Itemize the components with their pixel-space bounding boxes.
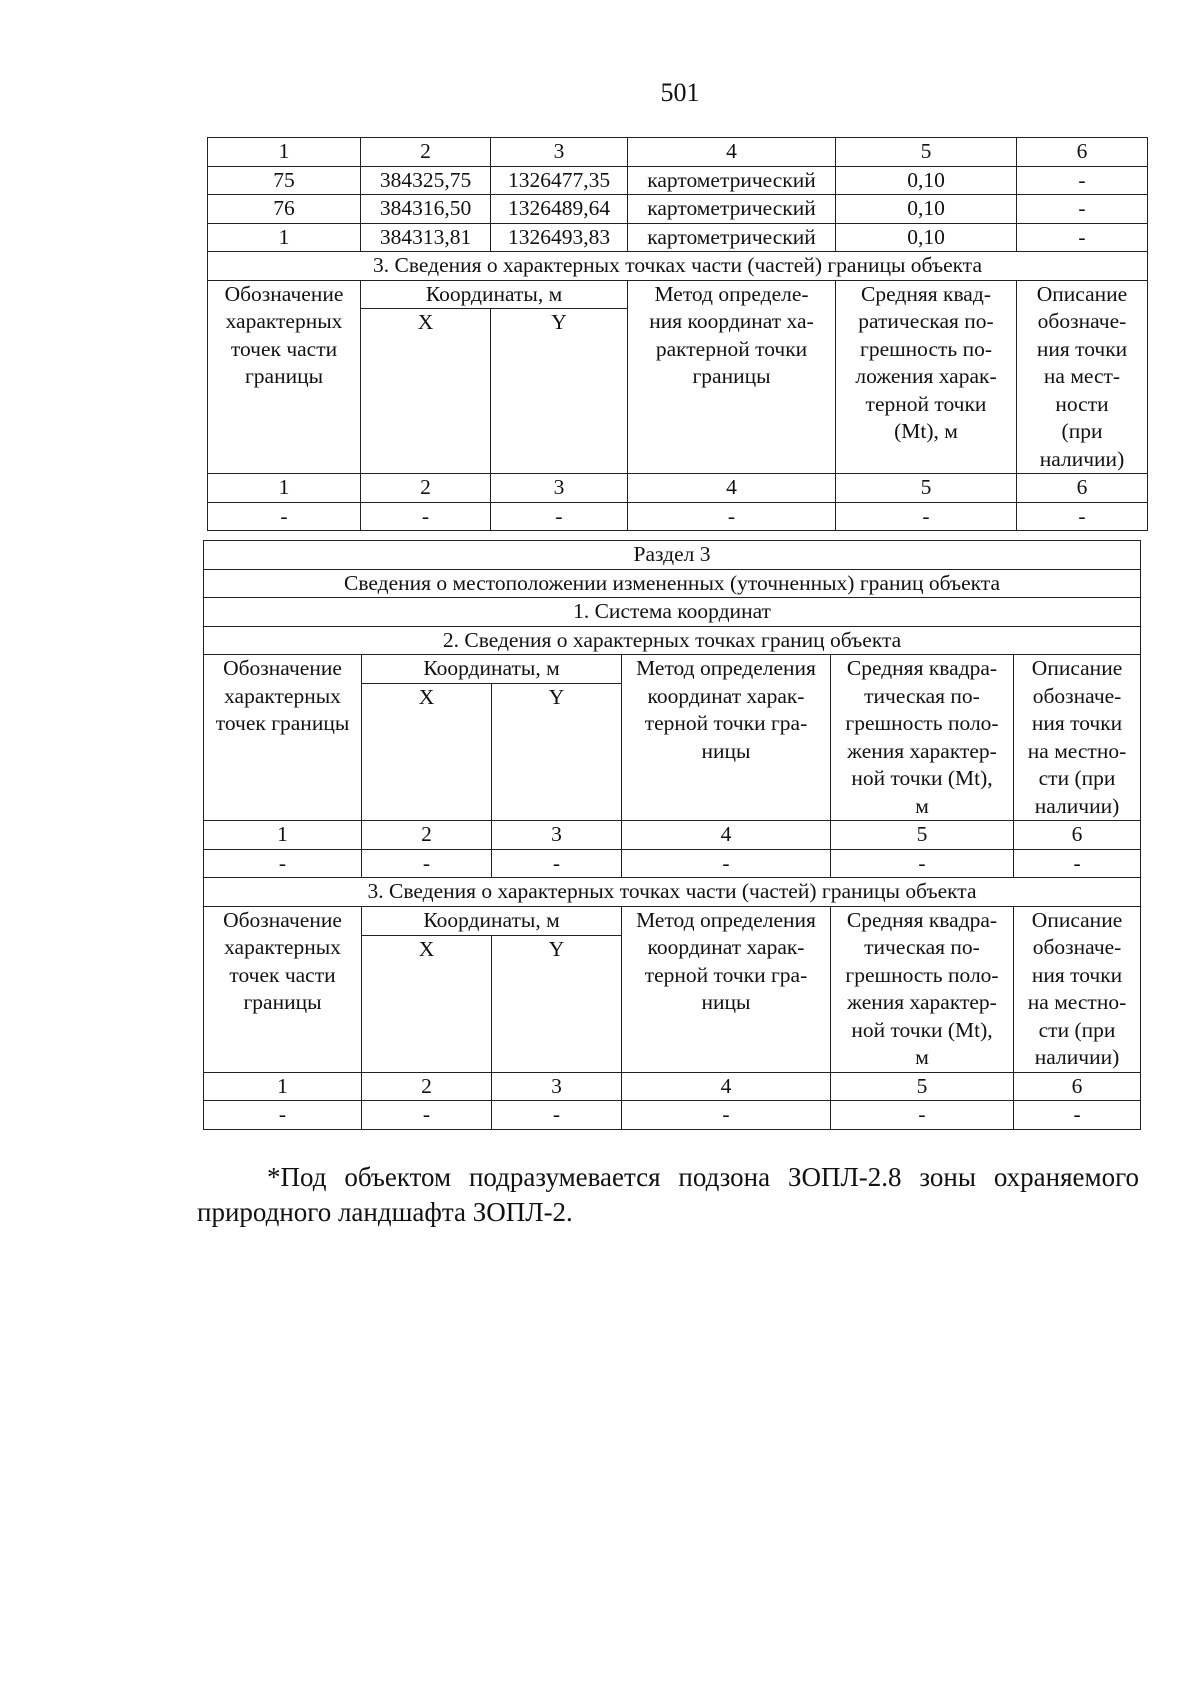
table-row bbox=[208, 195, 1148, 224]
column-number: 1 bbox=[208, 138, 361, 167]
column-number-row bbox=[208, 138, 1148, 167]
empty-cell: - bbox=[204, 1101, 362, 1130]
coordinate-system-title: 1. Система координат bbox=[204, 598, 1141, 627]
accuracy: 0,10 bbox=[836, 223, 1017, 252]
empty-cell: - bbox=[204, 849, 362, 878]
column-number: 3 bbox=[491, 138, 628, 167]
column-number: 2 bbox=[361, 474, 491, 503]
accuracy-header: Средняя квадра- тическая по- грешность поло- жения характер- ной точки (Mt), м bbox=[831, 906, 1014, 1072]
table-row bbox=[208, 223, 1148, 252]
coord-y: 1326477,35 bbox=[491, 166, 628, 195]
description-header: Описание обозначе- ния точки на местно- сти (при наличии) bbox=[1014, 655, 1141, 821]
coord-x: 384325,75 bbox=[361, 166, 491, 195]
section-title: Сведения о местоположении измененных (уточненных) границ объекта bbox=[204, 569, 1141, 598]
method-header: Метод определения координат харак- терной точки гра- ницы bbox=[622, 906, 831, 1072]
column-number: 3 bbox=[491, 474, 628, 503]
column-number-row bbox=[204, 821, 1141, 850]
column-number: 3 bbox=[492, 821, 622, 850]
empty-cell: - bbox=[622, 849, 831, 878]
empty-cell: - bbox=[492, 849, 622, 878]
column-number-row bbox=[204, 1072, 1141, 1101]
part-points-title: 3. Сведения о характерных точках части (частей) границы объекта bbox=[204, 878, 1141, 907]
column-number: 1 bbox=[208, 474, 361, 503]
table-row bbox=[204, 849, 1141, 878]
designation-header: Обозначение характерных точек части границы bbox=[204, 906, 362, 1072]
x-header: X bbox=[362, 684, 492, 821]
section-title: 3. Сведения о характерных точках части (частей) границы объекта bbox=[208, 252, 1148, 281]
column-number: 3 bbox=[492, 1072, 622, 1101]
designation-header: Обозначение характерных точек границы bbox=[204, 655, 362, 821]
empty-cell: - bbox=[1017, 502, 1148, 531]
table-row bbox=[208, 166, 1148, 195]
y-header: Y bbox=[492, 935, 622, 1072]
column-number: 4 bbox=[628, 138, 836, 167]
method: картометрический bbox=[628, 195, 836, 224]
column-number-row bbox=[208, 474, 1148, 503]
header-row bbox=[204, 655, 1141, 684]
empty-cell: - bbox=[208, 502, 361, 531]
coord-y: 1326489,64 bbox=[491, 195, 628, 224]
empty-cell: - bbox=[1014, 849, 1141, 878]
point-id: 1 bbox=[208, 223, 361, 252]
empty-cell: - bbox=[492, 1101, 622, 1130]
column-number: 4 bbox=[622, 821, 831, 850]
method-header: Метод определе- ния координат ха- рактерной точки границы bbox=[628, 280, 836, 474]
y-header: Y bbox=[491, 309, 628, 474]
empty-cell: - bbox=[831, 1101, 1014, 1130]
y-header: Y bbox=[492, 684, 622, 821]
x-header: X bbox=[361, 309, 491, 474]
description-header: Описание обозначе- ния точки на местно- сти (при наличии) bbox=[1014, 906, 1141, 1072]
description: - bbox=[1017, 166, 1148, 195]
coord-x: 384316,50 bbox=[361, 195, 491, 224]
empty-cell: - bbox=[836, 502, 1017, 531]
header-row bbox=[208, 280, 1148, 309]
footnote: *Под объектом подразумевается подзона ЗОПЛ-2.8 зоны охраняемого природного ландшафта ЗОПЛ-2. bbox=[197, 1162, 1139, 1227]
column-number: 5 bbox=[836, 474, 1017, 503]
description: - bbox=[1017, 223, 1148, 252]
description-header: Описание обозначе- ния точки на мест- ности (при наличии) bbox=[1017, 280, 1148, 474]
column-number: 1 bbox=[204, 821, 362, 850]
accuracy: 0,10 bbox=[836, 166, 1017, 195]
column-number: 1 bbox=[204, 1072, 362, 1101]
accuracy: 0,10 bbox=[836, 195, 1017, 224]
column-number: 2 bbox=[362, 821, 492, 850]
method: картометрический bbox=[628, 223, 836, 252]
coord-x: 384313,81 bbox=[361, 223, 491, 252]
points-title: 2. Сведения о характерных точках границ объекта bbox=[204, 626, 1141, 655]
boundary-points-table bbox=[207, 137, 1148, 531]
empty-cell: - bbox=[1014, 1101, 1141, 1130]
coordinates-header: Координаты, м bbox=[361, 280, 628, 309]
x-header: X bbox=[362, 935, 492, 1072]
column-number: 4 bbox=[622, 1072, 831, 1101]
point-id: 75 bbox=[208, 166, 361, 195]
coordinates-header: Координаты, м bbox=[362, 655, 622, 684]
empty-cell: - bbox=[361, 502, 491, 531]
table-row bbox=[204, 1101, 1141, 1130]
accuracy-header: Средняя квад- ратическая по- грешность по- ложения харак- терной точки (Mt), м bbox=[836, 280, 1017, 474]
empty-cell: - bbox=[362, 849, 492, 878]
column-number: 5 bbox=[831, 821, 1014, 850]
designation-header: Обозначение характерных точек части границы bbox=[208, 280, 361, 474]
column-number: 6 bbox=[1014, 1072, 1141, 1101]
column-number: 6 bbox=[1017, 474, 1148, 503]
column-number: 5 bbox=[831, 1072, 1014, 1101]
empty-cell: - bbox=[831, 849, 1014, 878]
column-number: 5 bbox=[836, 138, 1017, 167]
column-number: 4 bbox=[628, 474, 836, 503]
method: картометрический bbox=[628, 166, 836, 195]
empty-cell: - bbox=[622, 1101, 831, 1130]
table-row bbox=[208, 502, 1148, 531]
accuracy-header: Средняя квадра- тическая по- грешность поло- жения характер- ной точки (Mt), м bbox=[831, 655, 1014, 821]
empty-cell: - bbox=[628, 502, 836, 531]
column-number: 6 bbox=[1014, 821, 1141, 850]
coord-y: 1326493,83 bbox=[491, 223, 628, 252]
coordinates-header: Координаты, м bbox=[362, 906, 622, 935]
changed-boundaries-table bbox=[203, 540, 1141, 1130]
column-number: 2 bbox=[362, 1072, 492, 1101]
section-label: Раздел 3 bbox=[204, 541, 1141, 570]
column-number: 6 bbox=[1017, 138, 1148, 167]
point-id: 76 bbox=[208, 195, 361, 224]
column-number: 2 bbox=[361, 138, 491, 167]
empty-cell: - bbox=[491, 502, 628, 531]
method-header: Метод определения координат харак- терной точки гра- ницы bbox=[622, 655, 831, 821]
empty-cell: - bbox=[362, 1101, 492, 1130]
page-number: 501 bbox=[660, 78, 700, 107]
description: - bbox=[1017, 195, 1148, 224]
header-row bbox=[204, 906, 1141, 935]
